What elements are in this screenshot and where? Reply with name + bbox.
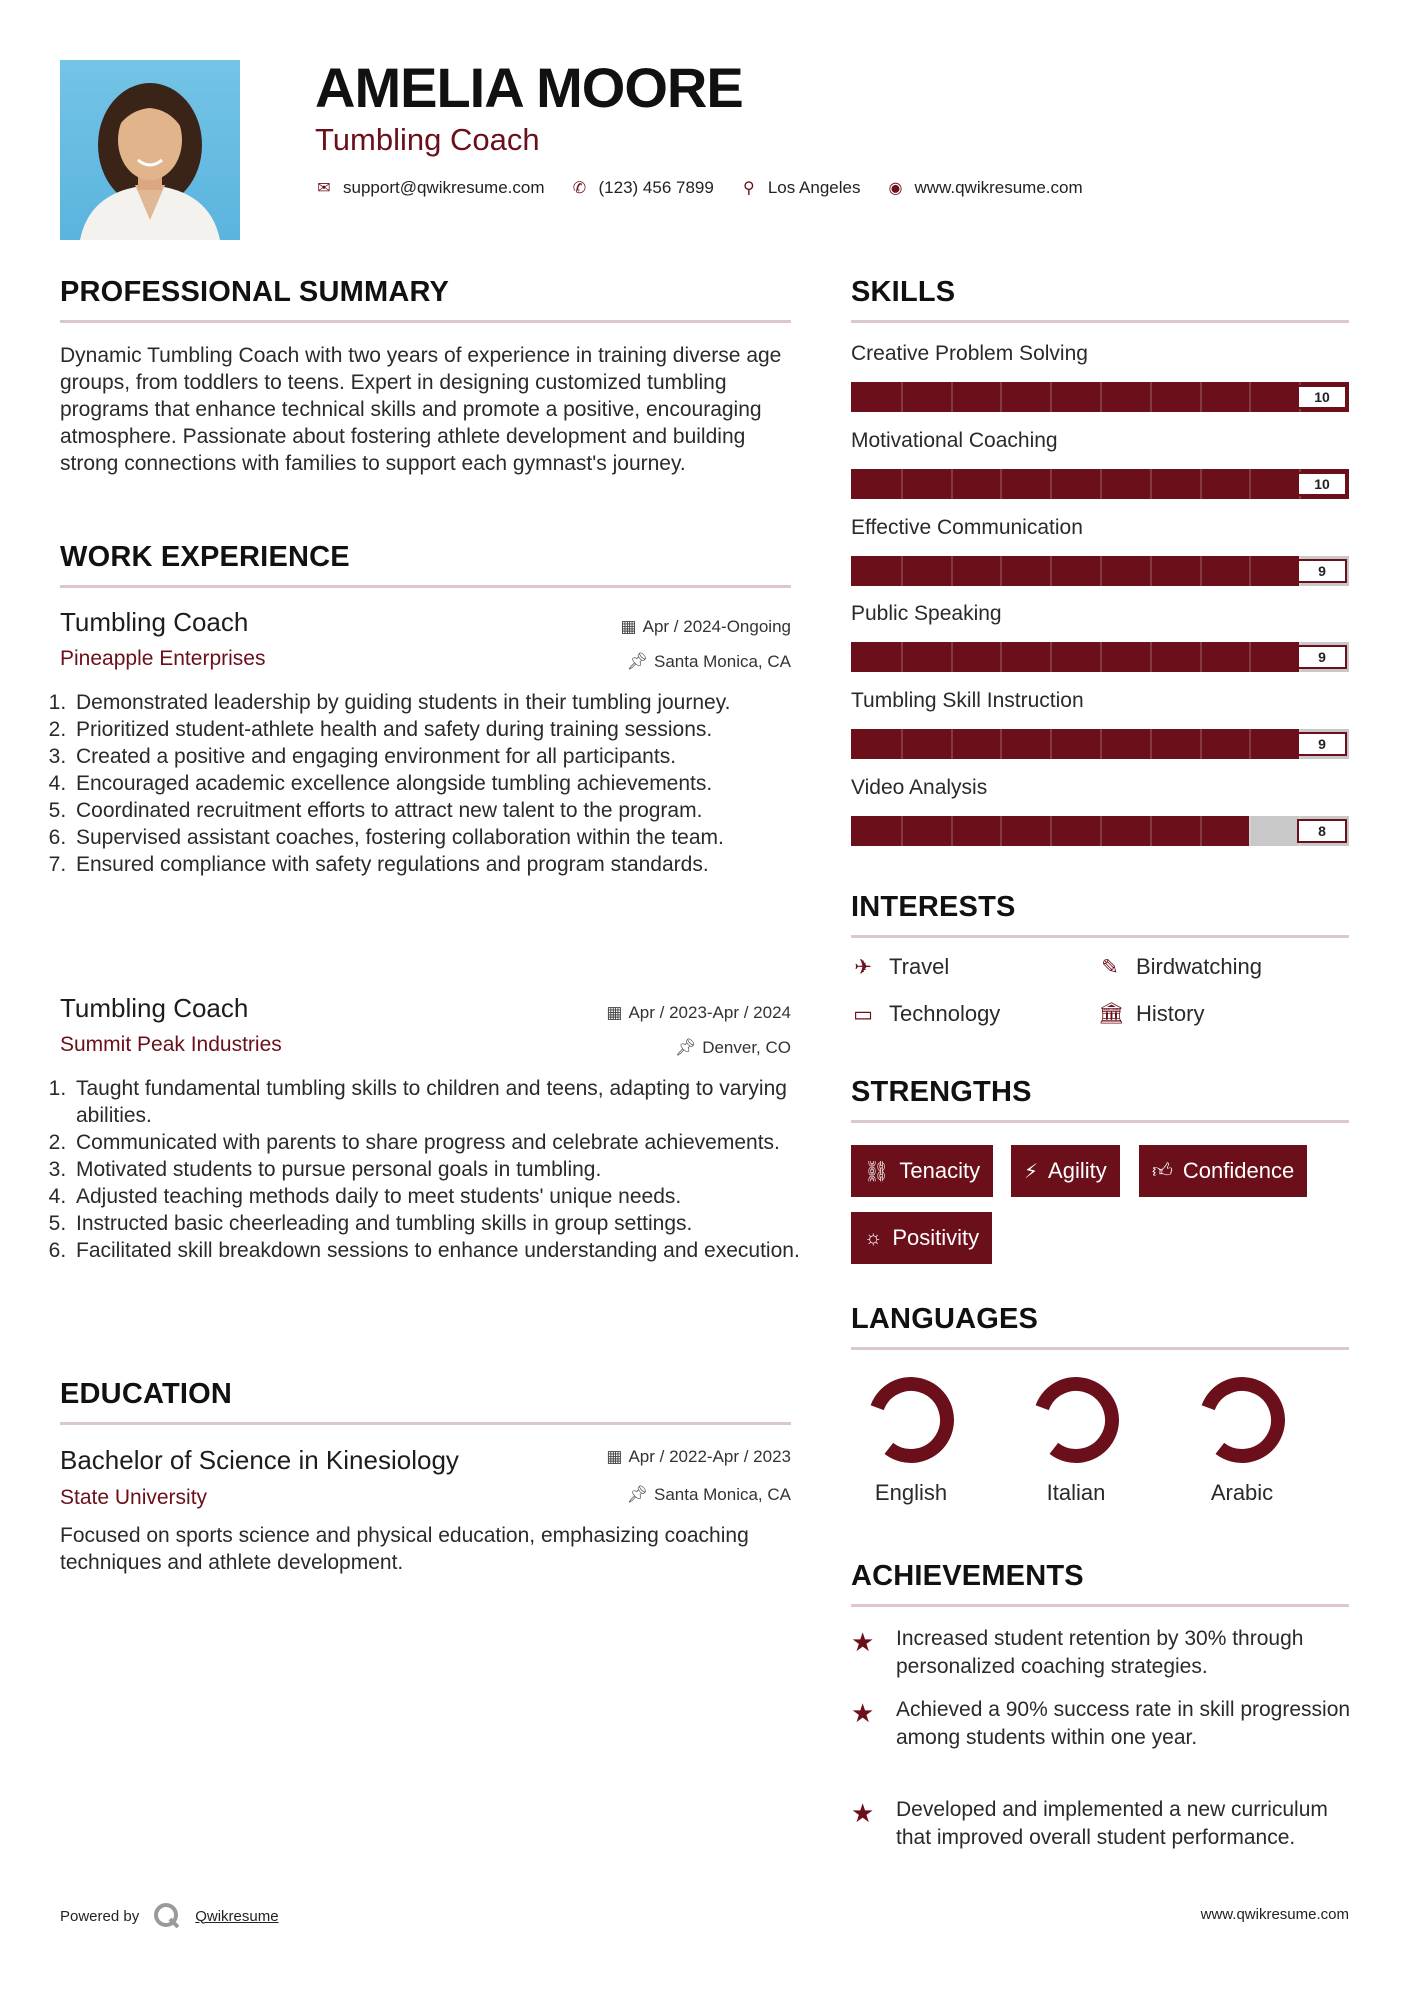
list-item: 2. Communicated with parents to share progress and celebrate achievements. [72,1129,807,1156]
school-name: State University [60,1486,208,1509]
language-item [851,1372,971,1506]
map-pin-icon: ⚲ [742,180,755,197]
skill-segment-divider [1200,382,1202,412]
list-item: 3. Created a positive and engaging environment for all participants. [72,743,807,770]
skill-segment-divider [951,469,953,499]
list-item: 3. Motivated students to pursue personal goals in tumbling. [72,1156,807,1183]
skill-segment-divider [1050,469,1052,499]
job-location [626,652,791,672]
skill-segment-divider [951,642,953,672]
contact-phone[interactable]: (123) 456 7899 [598,178,714,197]
strengths-heading: STRENGTHS [851,1076,1032,1108]
sun-icon: ☼ [864,1226,883,1249]
achievements-divider [851,1604,1349,1607]
language-ring [1028,1372,1124,1468]
skill-segment-divider [1100,556,1102,586]
interest-label: Travel [889,954,950,979]
skill-segment-divider [901,729,903,759]
skill-level-badge: 10 [1297,472,1347,496]
footer-powered-by [60,1902,279,1930]
interest-label: Technology [889,1001,1001,1026]
skill-level-badge: 8 [1297,819,1347,843]
contact-location: Los Angeles [767,178,861,197]
skill-segment-divider [1000,816,1002,846]
skill-segment-divider [1150,382,1152,412]
skill-label: Video Analysis [851,776,988,799]
education-description: Focused on sports science and physical education, emphasizing coaching techniques and athlete development. [60,1524,749,1574]
skill-segment-divider [1050,816,1052,846]
pin-icon: 📌︎ [626,1485,648,1504]
skill-fill [851,556,1299,586]
skill-segment-divider [1000,382,1002,412]
skill-bar [851,816,1349,846]
education-heading: EDUCATION [60,1378,233,1410]
candidate-name: AMELIA MOORE [315,56,743,119]
skill-segment-divider [901,556,903,586]
skill-segment-divider [1249,642,1251,672]
degree-title: Bachelor of Science in Kinesiology [60,1445,459,1475]
interest-item [1098,1001,1204,1027]
phone-icon: ✆ [572,180,587,197]
strength-label: Tenacity [899,1158,981,1183]
skill-segment-divider [1100,469,1102,499]
skill-bar [851,642,1349,672]
contact-website[interactable]: www.qwikresume.com [914,178,1083,197]
star-icon: ★ [851,1698,875,1728]
star-icon: ★ [851,1627,875,1657]
interests-heading: INTERESTS [851,891,1016,923]
skill-segment-divider [1150,816,1152,846]
job-title: Tumbling Coach [60,607,249,637]
star-icon: ★ [851,1798,875,1828]
languages-divider [851,1347,1349,1350]
museum-icon: 🏛︎ [1098,1002,1125,1025]
strength-tag [1011,1145,1120,1197]
pin-icon: 📌︎ [626,652,648,671]
skill-label: Motivational Coaching [851,429,1058,452]
skill-segment-divider [1100,729,1102,759]
contact-bar [315,178,1099,198]
skill-segment-divider [1150,469,1152,499]
calendar-icon: ▦ [620,617,637,636]
achievement-text: Developed and implemented a new curriculum that improved overall student performance. [896,1798,1328,1849]
list-item: 1. Demonstrated leadership by guiding students in their tumbling journey. [72,689,807,716]
interest-item [1098,954,1262,980]
skill-label: Tumbling Skill Instruction [851,689,1084,712]
skill-segment-divider [1000,556,1002,586]
strength-label: Agility [1048,1158,1107,1183]
calendar-icon: ▦ [606,1003,623,1022]
list-item: 4. Encouraged academic excellence alongside tumbling achievements. [72,770,807,797]
pin-icon: 📌︎ [674,1038,697,1057]
list-item: 7. Ensured compliance with safety regulations and program standards. [72,851,807,878]
job-dates-text: Apr / 2023-Apr / 2024 [628,1003,791,1022]
skill-segment-divider [1150,642,1152,672]
language-name: Italian [1046,1480,1106,1505]
job-company: Summit Peak Industries [60,1033,282,1056]
skill-segment-divider [1249,382,1251,412]
education-location-text: Santa Monica, CA [653,1485,791,1504]
interest-item [851,1001,1000,1027]
list-item: 6. Facilitated skill breakdown sessions to enhance understanding and execution. [72,1237,807,1264]
job-dates [606,1003,791,1023]
job-company: Pineapple Enterprises [60,647,266,670]
skill-segment-divider [1050,642,1052,672]
language-ring [1194,1372,1290,1468]
skill-segment-divider [901,642,903,672]
skill-level-badge: 10 [1297,385,1347,409]
achievement-text: Achieved a 90% success rate in skill progression among students within one year. [896,1698,1351,1749]
job-location [675,1038,791,1058]
skill-segment-divider [1249,556,1251,586]
job-dates [621,617,791,637]
summary-text: Dynamic Tumbling Coach with two years of experience in training diverse age groups, from toddlers to teens. Expert in designing customized tumbling programs that enhance technical skills and promote a positive, encouraging atmosphere. Passionate about fostering athlete development and building strong connections with families to support each gymnast's journey. [60,344,782,475]
thumbs-up-icon: 👍︎ [1152,1160,1173,1182]
skill-segment-divider [1150,556,1152,586]
job-title: Tumbling Coach [60,993,249,1023]
skill-segment-divider [951,556,953,586]
qwikresume-link[interactable]: Qwikresume [195,1907,279,1925]
skill-segment-divider [1050,556,1052,586]
skill-segment-divider [1000,642,1002,672]
list-item: 5. Instructed basic cheerleading and tumbling skills in group settings. [72,1210,807,1237]
skill-fill [851,642,1299,672]
skill-segment-divider [1100,816,1102,846]
list-item: 4. Adjusted teaching methods daily to meet students' unique needs. [72,1183,807,1210]
edit-icon: ✎ [1101,955,1119,979]
achievement-item [851,1625,1351,1681]
list-item: 6. Supervised assistant coaches, fostering collaboration within the team. [72,824,807,851]
skill-segment-divider [1249,469,1251,499]
calendar-icon: ▦ [606,1447,623,1466]
experience-divider [60,585,791,588]
skill-level-badge: 9 [1297,645,1347,669]
achievement-item [851,1696,1351,1752]
skill-segment-divider [1249,729,1251,759]
skill-segment-divider [1100,382,1102,412]
envelope-icon: ✉ [317,180,331,197]
job-location-text: Santa Monica, CA [653,652,791,671]
job-location-text: Denver, CO [702,1038,791,1057]
profile-photo [60,60,240,240]
skill-segment-divider [1200,729,1202,759]
interest-label: History [1136,1001,1205,1026]
strengths-divider [851,1120,1349,1123]
skill-segment-divider [901,382,903,412]
strength-tag [851,1212,992,1264]
education-location [626,1485,791,1505]
languages-heading: LANGUAGES [851,1303,1039,1335]
skills-heading: SKILLS [851,276,956,308]
skill-segment-divider [901,469,903,499]
achievement-text: Increased student retention by 30% through personalized coaching strategies. [896,1627,1304,1678]
interest-item [851,954,949,980]
skill-segment-divider [1100,642,1102,672]
skill-label: Creative Problem Solving [851,342,1088,365]
job-bullets [54,1075,807,1264]
language-ring [863,1372,959,1468]
skill-segment-divider [901,816,903,846]
list-item: 5. Coordinated recruitment efforts to attract new talent to the program. [72,797,807,824]
list-item: 1. Taught fundamental tumbling skills to children and teens, adapting to varying abilities. [72,1075,807,1129]
strength-tag [851,1145,993,1197]
bolt-icon: ⚡ [1024,1160,1039,1183]
skill-segment-divider [1150,729,1152,759]
language-name: Arabic [1210,1480,1274,1505]
skill-segment-divider [1050,382,1052,412]
qwikresume-logo-icon [153,1902,181,1930]
education-divider [60,1422,791,1425]
skill-segment-divider [1200,556,1202,586]
skill-label: Public Speaking [851,602,1002,625]
skill-bar [851,469,1349,499]
achievement-item [851,1796,1351,1852]
candidate-title: Tumbling Coach [315,122,540,157]
summary-divider [60,320,791,323]
interests-divider [851,935,1349,938]
skill-segment-divider [1000,729,1002,759]
skill-bar [851,382,1349,412]
language-name: English [874,1480,948,1505]
interest-label: Birdwatching [1136,954,1262,979]
skill-segment-divider [951,729,953,759]
job-dates-text: Apr / 2024-Ongoing [642,617,791,636]
experience-heading: WORK EXPERIENCE [60,541,350,573]
summary-heading: PROFESSIONAL SUMMARY [60,276,450,308]
achievements-heading: ACHIEVEMENTS [851,1560,1084,1592]
skill-label: Effective Communication [851,516,1083,539]
education-dates [606,1447,791,1467]
footer-site[interactable]: www.qwikresume.com [1200,1906,1349,1923]
strength-label: Confidence [1182,1158,1295,1183]
skills-divider [851,320,1349,323]
education-dates-text: Apr / 2022-Apr / 2023 [628,1447,791,1466]
strength-tag [1139,1145,1307,1197]
contact-email[interactable]: support@qwikresume.com [343,178,545,197]
skill-bar [851,729,1349,759]
skill-segment-divider [1200,642,1202,672]
skill-segment-divider [951,382,953,412]
skill-segment-divider [1200,469,1202,499]
language-item [1182,1372,1302,1506]
list-item: 2. Prioritized student-athlete health and safety during training sessions. [72,716,807,743]
skill-segment-divider [1050,729,1052,759]
skill-level-badge: 9 [1297,732,1347,756]
powered-by-label: Powered by [60,1907,140,1925]
link-icon: ⛓ [864,1160,890,1183]
strength-label: Positivity [892,1225,980,1250]
plane-icon: ✈ [854,955,872,979]
language-item [1016,1372,1136,1506]
job-bullets [54,689,807,878]
skill-bar [851,556,1349,586]
skill-segment-divider [951,816,953,846]
skill-level-badge: 9 [1297,559,1347,583]
skill-fill [851,729,1299,759]
skill-segment-divider [1200,816,1202,846]
globe-icon: ◉ [888,180,903,197]
skill-segment-divider [1249,816,1251,846]
laptop-icon: ▭ [853,1002,873,1026]
skill-segment-divider [1000,469,1002,499]
